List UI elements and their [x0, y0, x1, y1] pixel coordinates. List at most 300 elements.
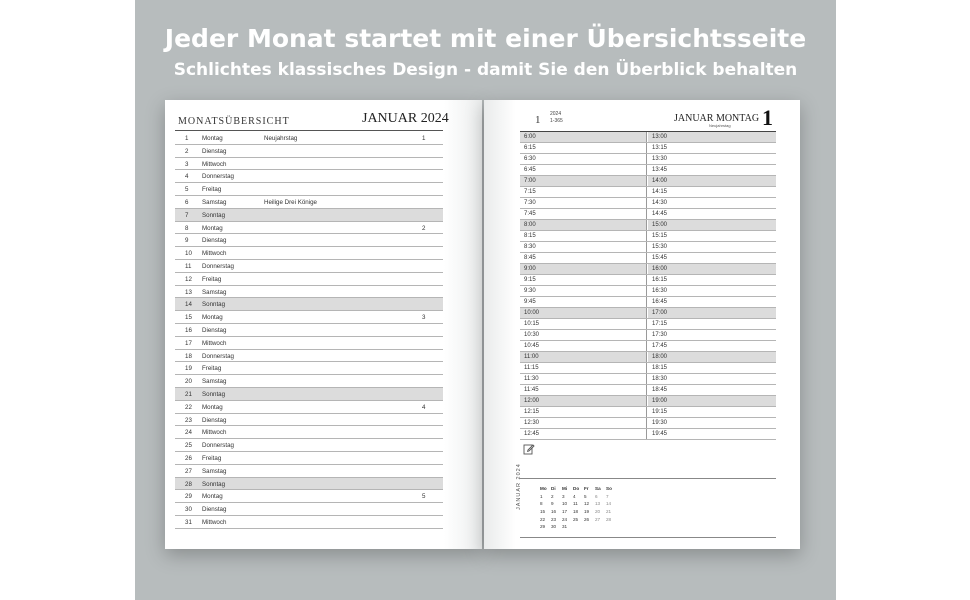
time-label: 10:15: [524, 321, 540, 327]
week-number: 2: [422, 224, 426, 232]
overview-row: [175, 465, 443, 478]
overview-row: [175, 439, 443, 452]
schedule-row: [520, 396, 776, 407]
mini-calendar-day: 7: [606, 493, 609, 499]
schedule-row: [520, 264, 776, 275]
time-label: 18:45: [652, 387, 668, 393]
schedule-row: [520, 308, 776, 319]
time-label: 13:45: [652, 167, 668, 173]
time-slot-afternoon: [648, 165, 776, 175]
mini-calendar-day: [573, 523, 584, 531]
weekday-name: Mittwoch: [202, 250, 227, 258]
day-number: 21: [185, 390, 192, 398]
day-number: 18: [185, 352, 192, 360]
time-slot-afternoon: [648, 231, 776, 241]
schedule-row: [520, 297, 776, 308]
time-slot-morning: [520, 231, 647, 241]
schedule-row: [520, 429, 776, 440]
time-slot-morning: [520, 242, 647, 252]
schedule-row: [520, 209, 776, 220]
mini-calendar-day: 21: [606, 509, 612, 515]
schedule-row: [520, 330, 776, 341]
overview-row: [175, 132, 443, 145]
time-label: 11:15: [524, 365, 539, 371]
mini-calendar-day: 12: [584, 501, 590, 507]
time-slot-afternoon: [648, 308, 776, 318]
time-slot-morning: [520, 308, 647, 318]
mini-calendar-day: 27: [595, 516, 601, 522]
day-number: 26: [185, 454, 192, 462]
day-number: 7: [185, 211, 189, 219]
headline: Jeder Monat startet mit einer Übersichtsseite: [164, 24, 807, 53]
time-label: 6:30: [524, 156, 536, 162]
time-slot-morning: [520, 253, 647, 263]
mini-calendar-day: 31: [562, 524, 568, 530]
time-slot-morning: [520, 352, 647, 362]
mini-calendar-header: Do: [573, 486, 580, 492]
overview-row: [175, 490, 443, 503]
time-slot-morning: [520, 297, 647, 307]
time-label: 19:45: [652, 431, 668, 437]
schedule-row: [520, 220, 776, 231]
weekday-name: Dienstag: [202, 416, 227, 424]
weekday-name: Samstag: [202, 288, 227, 296]
mini-calendar-day: 25: [573, 516, 579, 522]
mini-calendar-day: [584, 523, 595, 531]
mini-calendar: [540, 485, 617, 531]
overview-title: MONATSÜBERSICHT: [178, 116, 290, 127]
time-slot-afternoon: [648, 385, 776, 395]
time-slot-afternoon: [648, 341, 776, 351]
time-label: 10:30: [524, 332, 540, 338]
time-label: 9:00: [524, 266, 536, 272]
weekday-name: Freitag: [202, 186, 222, 194]
schedule-row: [520, 352, 776, 363]
day-number: 10: [185, 250, 192, 258]
time-slot-morning: [520, 374, 647, 384]
time-slot-morning: [520, 418, 647, 428]
schedule-row: [520, 154, 776, 165]
weekday-name: Mittwoch: [202, 429, 227, 437]
schedule-row: [520, 363, 776, 374]
event-text: Heilige Drei Könige: [264, 198, 317, 206]
mini-calendar-header: Mo: [540, 486, 547, 492]
overview-row: [175, 286, 443, 299]
time-label: 7:00: [524, 178, 536, 184]
time-label: 12:00: [524, 398, 540, 404]
time-slot-afternoon: [648, 209, 776, 219]
day-number: 25: [185, 442, 192, 450]
schedule-row: [520, 231, 776, 242]
mini-calendar-day: [595, 523, 606, 531]
weekday-name: Donnerstag: [202, 262, 234, 270]
day-number: 31: [185, 518, 192, 526]
mini-calendar-day: 17: [562, 509, 568, 515]
mini-calendar-day: [606, 523, 617, 531]
mini-calendar-day: 10: [562, 501, 568, 507]
overview-row: [175, 375, 443, 388]
overview-row: [175, 170, 443, 183]
weekday-name: Sonntag: [202, 211, 226, 219]
time-label: 14:00: [652, 178, 668, 184]
overview-row: [175, 196, 443, 209]
time-slot-afternoon: [648, 220, 776, 230]
mini-calendar-day: 5: [584, 493, 587, 499]
weekday-name: Mittwoch: [202, 339, 227, 347]
time-label: 16:30: [652, 288, 668, 294]
time-slot-afternoon: [648, 198, 776, 208]
weekday-name: Samstag: [202, 198, 227, 206]
weekday-name: Freitag: [202, 365, 222, 373]
weekday-name: Dienstag: [202, 147, 227, 155]
day-number: 13: [185, 288, 192, 296]
schedule-row: [520, 341, 776, 352]
mini-calendar-day: 2: [551, 493, 554, 499]
schedule-row: [520, 143, 776, 154]
overview-row: [175, 273, 443, 286]
weekday-name: Dienstag: [202, 506, 227, 514]
time-slot-afternoon: [648, 297, 776, 307]
mini-calendar-day: 22: [540, 516, 546, 522]
subheadline: Schlichtes klassisches Design - damit Sie den Überblick behalten: [173, 60, 798, 80]
overview-row: [175, 209, 443, 222]
mini-calendar-day: 28: [606, 516, 612, 522]
overview-row: [175, 222, 443, 235]
time-label: 7:45: [524, 211, 536, 217]
time-label: 12:45: [524, 431, 540, 437]
time-label: 9:15: [524, 277, 536, 283]
weekday-name: Samstag: [202, 467, 227, 475]
time-label: 12:30: [524, 420, 540, 426]
time-label: 18:00: [652, 354, 668, 360]
schedule-row: [520, 242, 776, 253]
time-slot-morning: [520, 165, 647, 175]
notes-rule: [520, 478, 776, 479]
mini-calendar-day: 20: [595, 509, 601, 515]
time-label: 14:15: [652, 189, 668, 195]
time-label: 12:15: [524, 409, 540, 415]
overview-row: [175, 183, 443, 196]
time-label: 19:30: [652, 420, 668, 426]
overview-row: [175, 478, 443, 491]
day-number: 22: [185, 403, 192, 411]
time-label: 8:00: [524, 222, 536, 228]
day-number: 8: [185, 224, 189, 232]
day-number: 2: [185, 147, 189, 155]
week-number: 1: [422, 135, 426, 142]
mini-calendar-day: 3: [562, 493, 565, 499]
day-number: 6: [185, 198, 189, 206]
time-label: 11:00: [524, 354, 539, 360]
mini-calendar-label: JANUAR 2024: [516, 463, 522, 510]
overview-row: [175, 426, 443, 439]
bottom-rule: [520, 537, 776, 538]
day-number-large: 1: [762, 105, 773, 130]
day-number: 15: [185, 314, 192, 322]
mini-calendar-day: 13: [595, 501, 601, 507]
mini-calendar-day: 24: [562, 516, 568, 522]
mini-calendar-day: 8: [540, 501, 543, 507]
time-label: 10:45: [524, 343, 540, 349]
time-label: 16:45: [652, 299, 668, 305]
mini-calendar-day: 1: [540, 493, 543, 499]
weekday-name: Donnerstag: [202, 173, 234, 181]
time-slot-morning: [520, 341, 647, 351]
overview-row: [175, 362, 443, 375]
time-label: 17:30: [652, 332, 668, 338]
weekday-name: Mittwoch: [202, 160, 227, 168]
time-slot-afternoon: [648, 429, 776, 439]
overview-header-rule: [175, 130, 443, 131]
schedule-row: [520, 319, 776, 330]
time-label: 17:45: [652, 343, 668, 349]
time-slot-afternoon: [648, 176, 776, 186]
mini-calendar-day: 16: [551, 509, 557, 515]
schedule-row: [520, 418, 776, 429]
mini-calendar-day: 19: [584, 509, 590, 515]
time-slot-morning: [520, 187, 647, 197]
mini-calendar-day: 14: [606, 501, 612, 507]
time-label: 11:45: [524, 387, 539, 393]
schedule-row: [520, 374, 776, 385]
day-number: 30: [185, 506, 192, 514]
day-number: 14: [185, 301, 192, 309]
time-label: 18:15: [652, 365, 668, 371]
time-slot-afternoon: [648, 286, 776, 296]
time-label: 13:15: [652, 145, 668, 151]
time-label: 8:15: [524, 233, 536, 239]
time-label: 14:45: [652, 211, 668, 217]
time-slot-morning: [520, 407, 647, 417]
mini-calendar-day: 29: [540, 524, 546, 530]
overview-row: [175, 324, 443, 337]
month-title: JANUAR 2024: [362, 111, 449, 126]
mini-calendar-day: 23: [551, 516, 557, 522]
mini-calendar-header: So: [606, 486, 612, 492]
time-label: 6:15: [524, 145, 536, 151]
time-slot-afternoon: [648, 253, 776, 263]
overview-row: [175, 350, 443, 363]
overview-row: [175, 298, 443, 311]
schedule-row: [520, 198, 776, 209]
weekday-name: Montag: [202, 314, 223, 322]
schedule-row: [520, 286, 776, 297]
weekday-name: Freitag: [202, 275, 222, 283]
time-label: 6:45: [524, 167, 536, 173]
time-slot-morning: [520, 143, 647, 153]
day-number: 12: [185, 275, 192, 283]
overview-row: [175, 388, 443, 401]
time-slot-morning: [520, 154, 647, 164]
time-slot-morning: [520, 396, 647, 406]
day-number-small: 1: [535, 114, 541, 126]
overview-row: [175, 452, 443, 465]
mini-calendar-day: 4: [573, 493, 576, 499]
time-slot-morning: [520, 264, 647, 274]
weekday-name: Dienstag: [202, 237, 227, 245]
mini-calendar-header: Mi: [562, 486, 568, 492]
weekday-name: Freitag: [202, 454, 222, 462]
time-label: 9:30: [524, 288, 536, 294]
time-slot-morning: [520, 286, 647, 296]
weekday-name: Donnerstag: [202, 352, 234, 360]
week-number: 4: [422, 403, 426, 411]
time-slot-afternoon: [648, 396, 776, 406]
time-slot-afternoon: [648, 154, 776, 164]
day-number: 9: [185, 237, 189, 245]
time-slot-afternoon: [648, 330, 776, 340]
time-label: 16:15: [652, 277, 668, 283]
time-label: 15:00: [652, 222, 668, 228]
time-label: 18:30: [652, 376, 668, 382]
week-number: 5: [422, 493, 426, 501]
time-label: 19:15: [652, 409, 668, 415]
time-label: 7:30: [524, 200, 536, 206]
weekday-name: Samstag: [202, 378, 227, 386]
mini-calendar-day: 26: [584, 516, 590, 522]
day-number: 28: [185, 480, 192, 488]
overview-row: [175, 516, 443, 529]
overview-row: [175, 311, 443, 324]
day-number: 27: [185, 467, 192, 475]
weekday-name: Montag: [202, 135, 223, 142]
schedule-row: [520, 253, 776, 264]
weekday-name: Donnerstag: [202, 442, 234, 450]
mini-calendar-day: 30: [551, 524, 557, 530]
time-label: 16:00: [652, 266, 668, 272]
day-of-year: 1-365: [550, 118, 563, 124]
weekday-name: Sonntag: [202, 390, 226, 398]
schedule-row: [520, 407, 776, 418]
day-schedule: [520, 132, 776, 440]
overview-row: [175, 145, 443, 158]
overview-row: [175, 234, 443, 247]
overview-row: [175, 337, 443, 350]
mini-calendar-day: 11: [573, 501, 578, 507]
overview-row: [175, 260, 443, 273]
day-number: 29: [185, 493, 192, 501]
overview-row: [175, 158, 443, 171]
weekday-name: Mittwoch: [202, 518, 227, 526]
day-number: 1: [185, 135, 189, 142]
time-slot-morning: [520, 275, 647, 285]
time-slot-afternoon: [648, 187, 776, 197]
time-slot-morning: [520, 176, 647, 186]
day-number: 23: [185, 416, 192, 424]
time-slot-morning: [520, 209, 647, 219]
weekday-name: Sonntag: [202, 480, 226, 488]
month-overview-table: [175, 132, 443, 529]
time-label: 14:30: [652, 200, 668, 206]
time-label: 8:30: [524, 244, 536, 250]
time-slot-afternoon: [648, 319, 776, 329]
day-number: 19: [185, 365, 192, 373]
time-slot-afternoon: [648, 407, 776, 417]
time-label: 15:15: [652, 233, 668, 239]
year-label: 2024: [550, 111, 562, 117]
event-text: Neujahrstag: [264, 135, 298, 142]
time-slot-afternoon: [648, 363, 776, 373]
time-label: 15:45: [652, 255, 668, 261]
time-label: 9:45: [524, 299, 536, 305]
schedule-row: [520, 187, 776, 198]
mini-calendar-day: 15: [540, 509, 546, 515]
overview-row: [175, 503, 443, 516]
time-slot-afternoon: [648, 242, 776, 252]
day-number: 11: [185, 262, 192, 270]
day-number: 4: [185, 173, 189, 181]
day-number: 5: [185, 186, 189, 194]
time-label: 19:00: [652, 398, 668, 404]
weekday-name: Montag: [202, 403, 223, 411]
time-slot-afternoon: [648, 352, 776, 362]
time-label: 17:15: [652, 321, 668, 327]
time-label: 6:00: [524, 134, 536, 140]
time-slot-morning: [520, 319, 647, 329]
week-number: 3: [422, 314, 426, 322]
mini-calendar-day: 18: [573, 509, 579, 515]
weekday-name: Sonntag: [202, 301, 226, 309]
overview-row: [175, 247, 443, 260]
time-slot-morning: [520, 385, 647, 395]
day-number: 20: [185, 378, 192, 386]
overview-row: [175, 401, 443, 414]
time-slot-morning: [520, 220, 647, 230]
schedule-row: [520, 385, 776, 396]
time-slot-afternoon: [648, 374, 776, 384]
day-number: 3: [185, 160, 189, 168]
pencil-note-icon: [523, 443, 535, 455]
weekday-name: Montag: [202, 493, 223, 501]
day-number: 16: [185, 326, 192, 334]
schedule-row: [520, 132, 776, 143]
day-number: 24: [185, 429, 192, 437]
overview-row: [175, 414, 443, 427]
weekday-name: Montag: [202, 224, 223, 232]
time-slot-afternoon: [648, 132, 776, 142]
time-slot-morning: [520, 330, 647, 340]
time-label: 13:30: [652, 156, 668, 162]
schedule-row: [520, 165, 776, 176]
time-slot-afternoon: [648, 143, 776, 153]
weekday-name: Dienstag: [202, 326, 227, 334]
schedule-row: [520, 275, 776, 286]
time-label: 7:15: [524, 189, 536, 195]
mini-calendar-header: Sa: [595, 486, 601, 492]
mini-calendar-header: Fr: [584, 486, 589, 492]
time-slot-afternoon: [648, 264, 776, 274]
time-label: 8:45: [524, 255, 536, 261]
schedule-row: [520, 176, 776, 187]
time-label: 13:00: [652, 134, 668, 140]
day-title: JANUAR MONTAG: [674, 113, 760, 124]
time-label: 15:30: [652, 244, 668, 250]
day-number: 17: [185, 339, 192, 347]
time-label: 11:30: [524, 376, 539, 382]
time-slot-morning: [520, 132, 647, 142]
time-label: 17:00: [652, 310, 668, 316]
time-slot-morning: [520, 198, 647, 208]
time-label: 10:00: [524, 310, 540, 316]
mini-calendar-day: 9: [551, 501, 554, 507]
holiday-label: Neujahrstag: [709, 123, 731, 128]
mini-calendar-header: Di: [551, 486, 556, 492]
mini-calendar-day: 6: [595, 493, 598, 499]
time-slot-morning: [520, 363, 647, 373]
time-slot-afternoon: [648, 418, 776, 428]
time-slot-morning: [520, 429, 647, 439]
time-slot-afternoon: [648, 275, 776, 285]
